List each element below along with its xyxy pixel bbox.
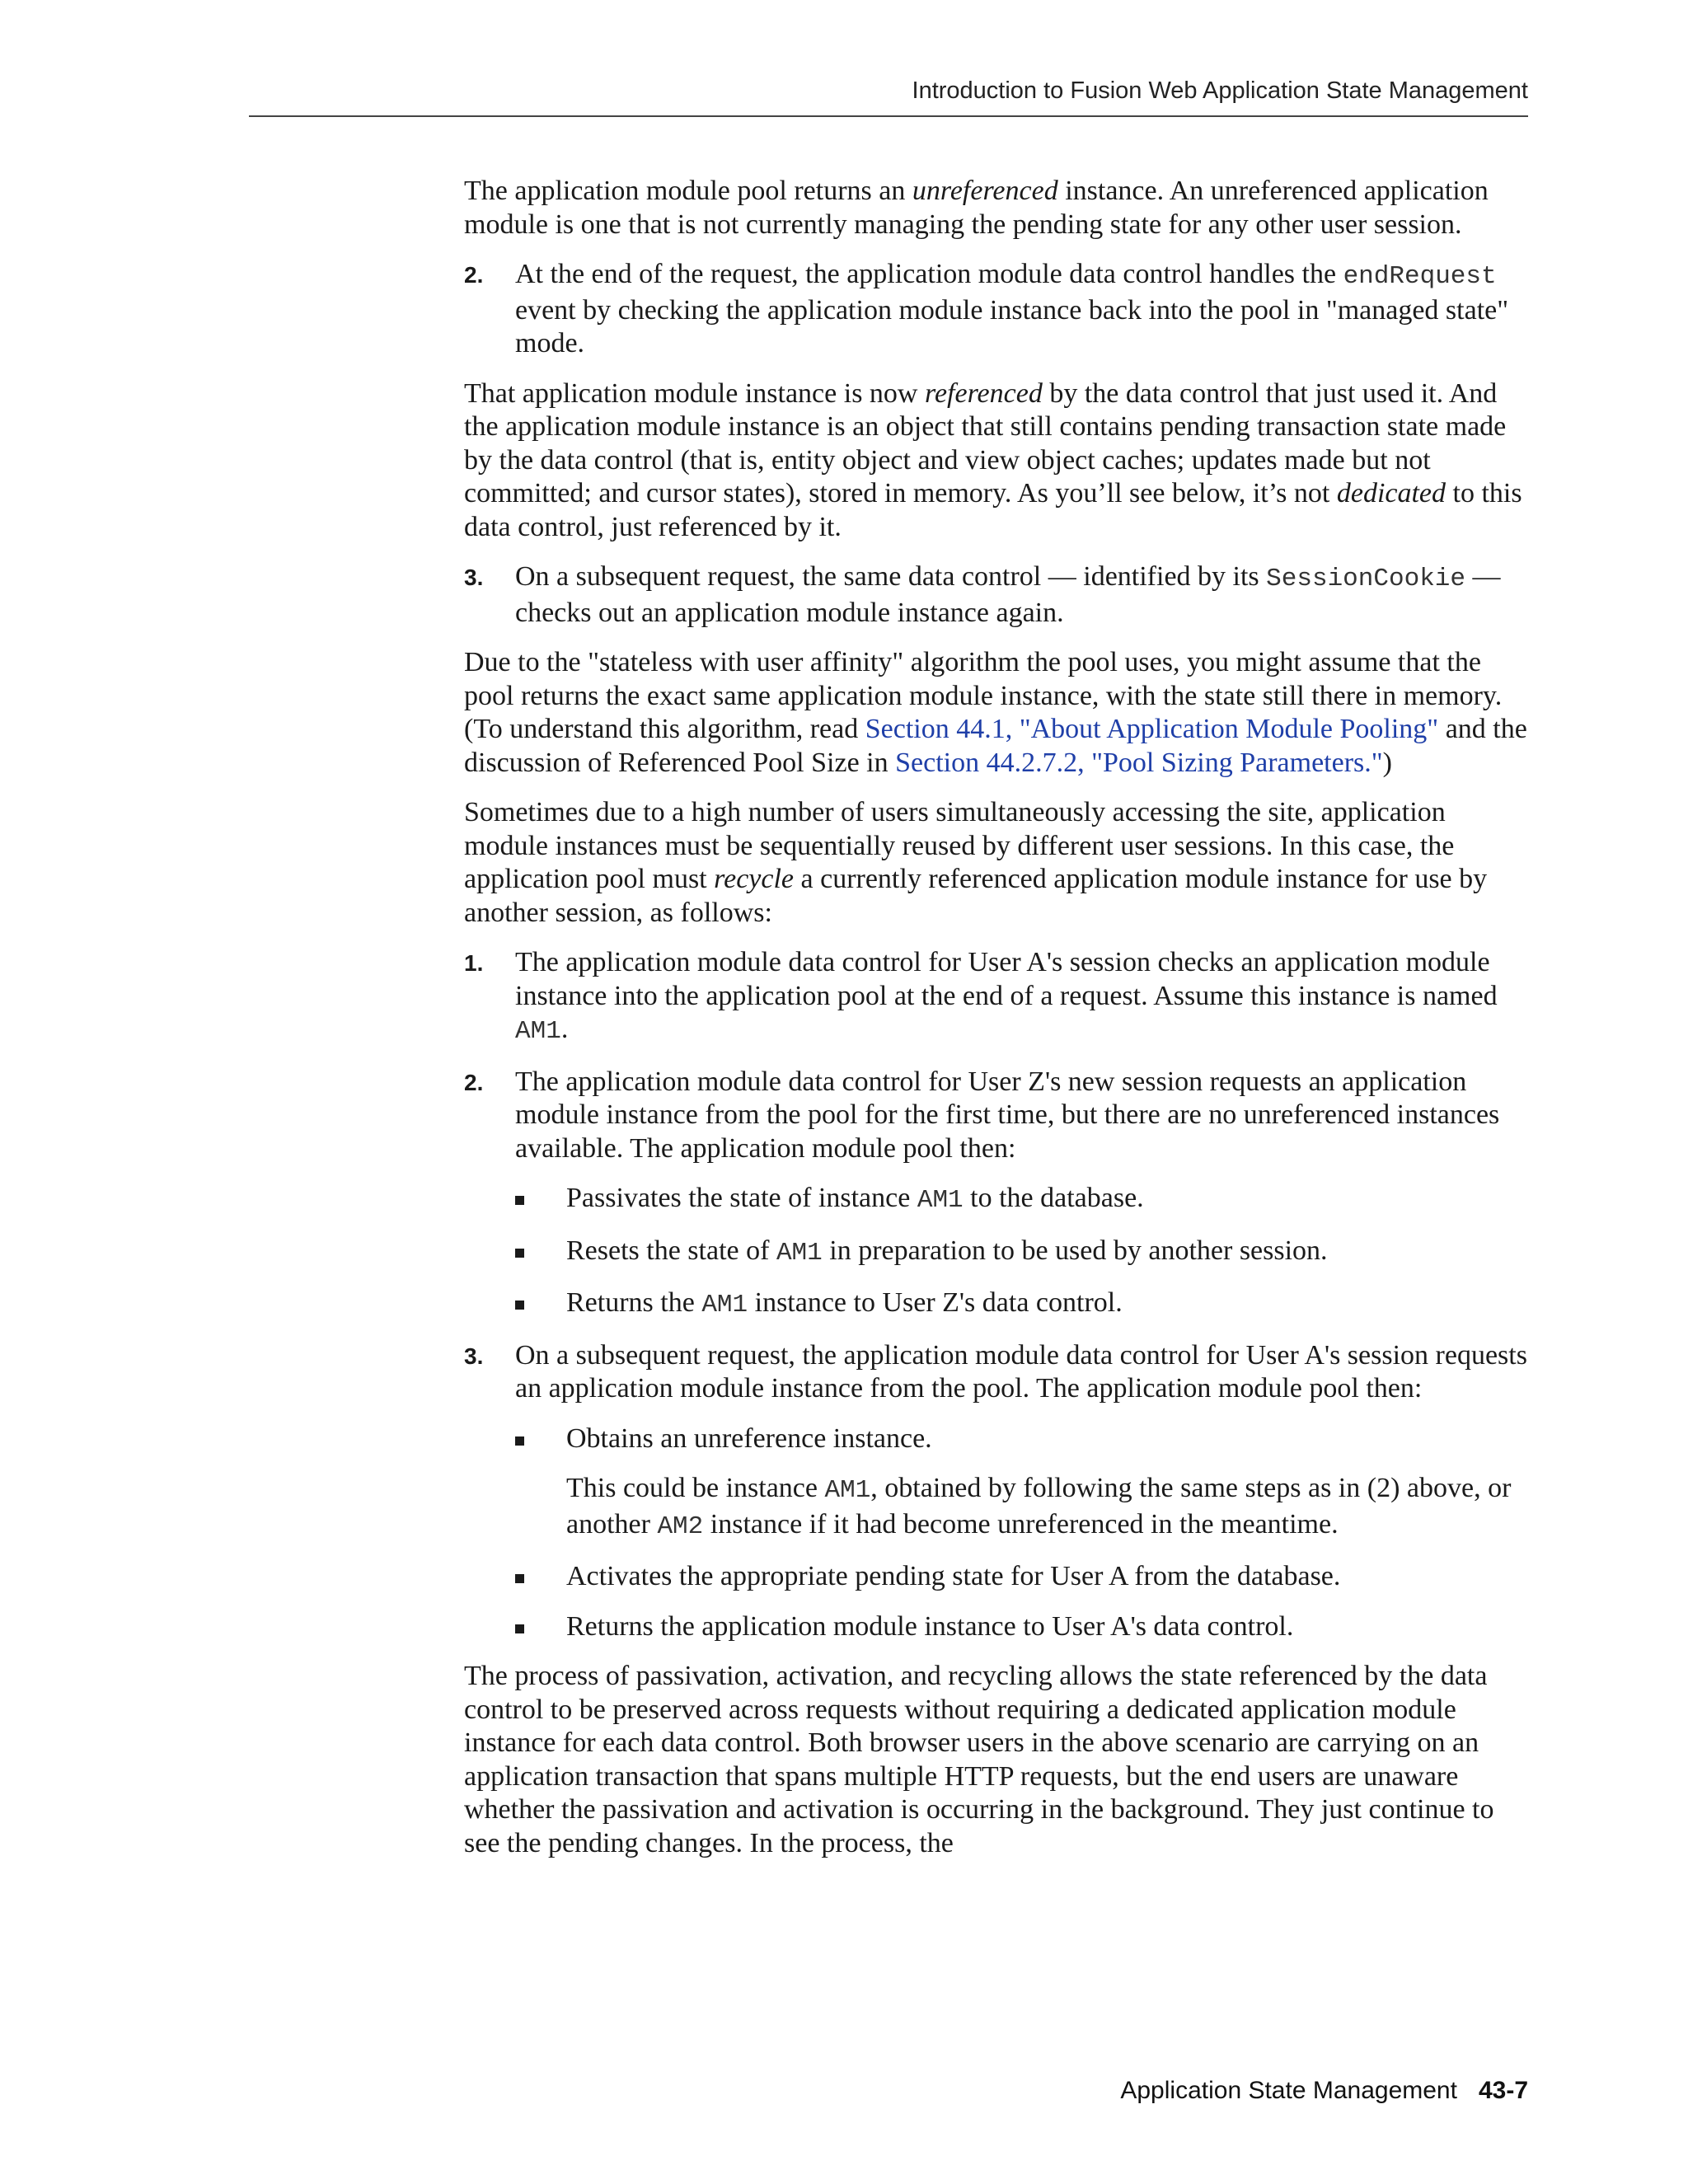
list-item-3: 3. On a subsequent request, the same data control — identified by its SessionCookie — checks out an application module instance again.	[464, 561, 1501, 628]
footer-section-title: Application State Management	[1120, 2077, 1457, 2104]
paragraph-process-summary: The process of passivation, activation, and recycling allows the state referenced by the data control to be preserved across requests without requiring a dedicated application module instance for each data control. Both browser users in the above scenario are carrying on an application transaction that spans multiple HTTP requests, but the end users are unaware whether the passivation and activation is occurring in the background. They just continue to see the pending changes. In the process, the	[464, 1661, 1494, 1858]
list-number: 1.	[464, 950, 484, 976]
recycle-list-item-2: 2. The application module data control for User Z's new session requests an application module instance from the pool for the first time, but there are no unreferenced instances available. The application module pool then:	[464, 1066, 1500, 1164]
paragraph-recycle-intro: Sometimes due to a high number of users simultaneously accessing the site, application module instances must be sequentially reused by different user sessions. In this case, the application pool must recycle a currently referenced application module instance for use by another session, as follows:	[464, 797, 1488, 928]
list-number: 2.	[464, 262, 484, 288]
bullet-returns-instance: Returns the application module instance to User A's data control.	[464, 1610, 1531, 1644]
bullet-activates: Activates the appropriate pending state for User A from the database.	[464, 1560, 1531, 1594]
square-bullet-icon	[515, 1624, 524, 1633]
paragraph-obtains-note: This could be instance AM1, obtained by following the same steps as in (2) above, or another AM2 instance if it had become unreferenced in the meantime.	[566, 1473, 1512, 1541]
code-endrequest: endRequest	[1343, 262, 1497, 291]
bullet-returns-am1: Returns the AM1 instance to User Z's data control.	[464, 1286, 1531, 1323]
list-number: 2.	[464, 1069, 484, 1095]
code-sessioncookie: SessionCookie	[1266, 565, 1466, 593]
recycle-list-item-1: 1. The application module data control for User A's session checks an application module instance into the application pool at the end of a request. Assume this instance is named AM1.	[464, 947, 1498, 1046]
square-bullet-icon	[515, 1574, 524, 1583]
paragraph-referenced-instance: That application module instance is now referenced by the data control that just used it. And the application module instance is an object that still contains pending transaction state made by the data control (that is, entity object and view object caches; updates made but not committed; and cursor states), stored in memory. As you’ll see below, it’s not dedicated to this data control, just referenced by it.	[464, 377, 1522, 542]
running-header	[249, 74, 1528, 117]
square-bullet-icon	[515, 1436, 524, 1446]
bullet-passivates: Passivates the state of instance AM1 to the database.	[464, 1182, 1531, 1218]
bullet-resets: Resets the state of AM1 in preparation to be used by another session.	[464, 1235, 1531, 1271]
list-number: 3.	[464, 565, 484, 590]
paragraph-stateless-affinity: Due to the "stateless with user affinity" algorithm the pool uses, you might assume that the pool returns the exact same application module instance, with the state still there in memory. (To understand this algorithm, read Section 44.1, "About Application Module Pooling" and the discussion of Referenced Pool Size in Section 44.2.7.2, "Pool Sizing Parameters.")	[464, 647, 1527, 778]
paragraph-unreferenced-instance: The application module pool returns an unreferenced instance. An unreferenced application module is one that is not currently managing the pending state for any other user session.	[464, 176, 1489, 240]
link-section-44-1[interactable]: Section 44.1, "About Application Module Pooling"	[865, 714, 1439, 744]
square-bullet-icon	[515, 1196, 524, 1205]
recycle-list-item-3: 3. On a subsequent request, the application module data control for User A's session requests an application module instance from the pool. The application module pool then:	[464, 1339, 1527, 1404]
code-am1: AM1	[515, 1017, 561, 1046]
page-footer	[1120, 2074, 1528, 2107]
page-body	[464, 175, 1531, 1860]
running-title: Introduction to Fusion Web Application State Management	[912, 77, 1528, 104]
link-section-44-2-7-2[interactable]: Section 44.2.7.2, "Pool Sizing Parameters."	[895, 747, 1383, 778]
list-item-2: 2. At the end of the request, the application module data control handles the endRequest event by checking the application module instance back into the pool in "managed state" mode.	[464, 259, 1509, 359]
square-bullet-icon	[515, 1249, 524, 1258]
bullet-obtains: Obtains an unreference instance.	[464, 1422, 1531, 1456]
list-number: 3.	[464, 1343, 484, 1369]
square-bullet-icon	[515, 1301, 524, 1310]
page-number: 43-7	[1478, 2077, 1528, 2104]
